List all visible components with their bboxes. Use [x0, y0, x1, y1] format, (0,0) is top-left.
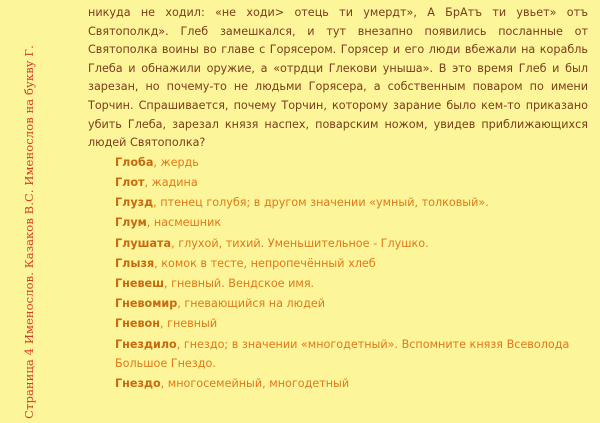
name-entry [88, 193, 588, 213]
entry-name: Глушата [115, 236, 172, 250]
entry-meaning: , гневающийся на людей [177, 297, 325, 311]
entry-meaning: , многосемейный, многодетный [160, 376, 350, 390]
name-entry [88, 153, 588, 173]
entry-meaning: , гневный [159, 317, 218, 331]
entry-name: Гнездо [115, 376, 161, 390]
entry-name: Гневомир [115, 297, 178, 311]
page-content [88, 4, 588, 394]
entry-meaning: , гнездо; в значении «многодетный». Вспомните князя Всеволода Большое Гнездо. [115, 337, 570, 371]
name-entry [88, 213, 588, 233]
entry-meaning: , гневный. Вендское имя. [164, 276, 315, 290]
entry-name: Глот [115, 175, 145, 189]
name-entry [88, 254, 588, 274]
entry-meaning: , птенец голубя; в другом значении «умный, толковый». [153, 196, 489, 210]
page-side-margin [0, 0, 58, 423]
entry-name: Глоба [115, 155, 154, 169]
entry-meaning: , глухой, тихий. Уменьшительное - Глушко. [171, 236, 429, 250]
entry-meaning: , комок в тесте, непропечённый хлеб [154, 256, 376, 270]
name-entry [88, 374, 588, 394]
entry-name: Глызя [115, 256, 155, 270]
page-number-and-title: Страница 4 Именослов. Казаков В.С. Именослов на букву Г. [22, 45, 36, 419]
entry-meaning: , жердь [153, 155, 199, 169]
entry-name: Гнездило [115, 337, 177, 351]
name-entry [88, 234, 588, 254]
entry-meaning: , жадина [144, 175, 198, 189]
entry-name: Глум [115, 216, 147, 230]
name-entry [88, 274, 588, 294]
entry-meaning: , насмешник [146, 216, 222, 230]
story-paragraph: никуда не ходил: «не ходи> отець ти умердт», А БрАтъ ти увьет» отъ Святополкд». Глеб замешкался, и тут внезапно появились посланные от Святополка воины во главе с Горясером. Горясер и его люди вбежали на корабль Глеба и обнажили оружие, а «отрдци Глекови уныша». В это время Глеб и был зарезан, но почему-то не людьми Горясера, а собственным поваром по имени Торчин. Спрашивается, почему Торчин, которому зарание было кем-то приказано убить Глеба, зарезал князя наспех, поварским ножом, увидев приближающихся людей Святополка? [88, 6, 588, 150]
entry-name: Глузд [115, 196, 154, 210]
name-entry [88, 335, 588, 374]
name-entry [88, 294, 588, 314]
entry-name: Гневон [115, 317, 160, 331]
entry-name: Гневеш [115, 276, 164, 290]
name-entry [88, 314, 588, 334]
name-entry [88, 173, 588, 193]
